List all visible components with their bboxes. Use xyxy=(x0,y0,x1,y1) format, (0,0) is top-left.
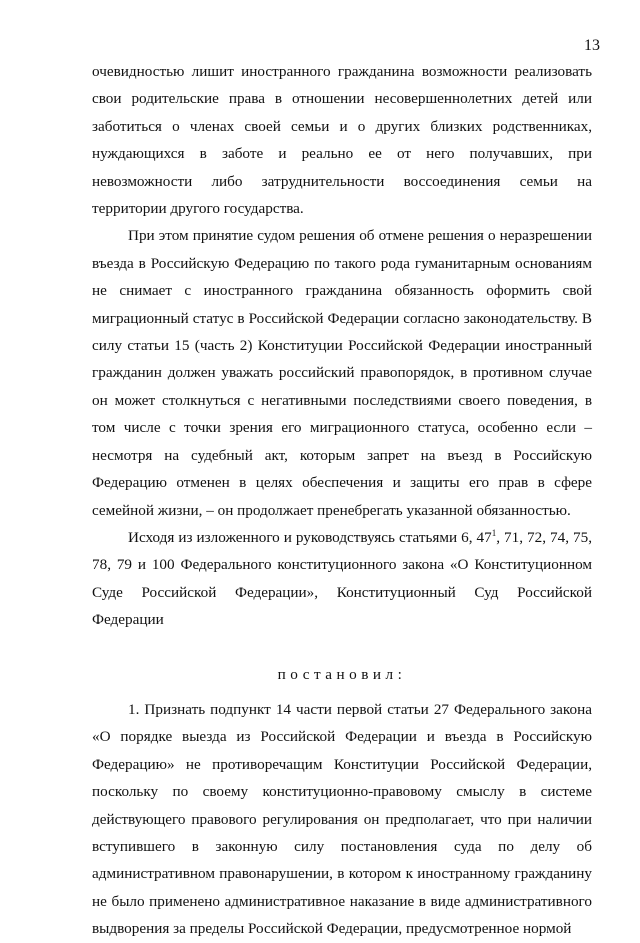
legal-basis-text-start: Исходя из изложенного и руководствуясь статьями 6, 47 xyxy=(128,528,492,546)
resolution-heading: постановил: xyxy=(277,665,407,683)
paragraph-migration-status: При этом принятие судом решения об отмене решения о неразрешении въезда в Российскую Федерацию по такого рода гуманитарным основаниям не снимает с иностранного гражданина обязанность оформить свой миграционный статус в Российской Федерации согласно законодательству. В силу статьи 15 (часть 2) Конституции Российской Федерации иностранный гражданин должен уважать российский правопорядок, в противном случае он может столкнуться с негативными последствиями своего поведения, в том числе с точки зрения его миграционного статуса, особенно если – несмотря на судебный акт, которым запрет на въезд в Российскую Федерацию отменен в целях обеспечения и защиты его прав в сфере семейной жизни, – он продолжает пренебрегать указанной обязанностью. xyxy=(92,227,592,519)
paragraph-legal-basis xyxy=(92,524,592,634)
document-body xyxy=(92,58,592,943)
legal-basis-text-end: , 71, 72, 74, 75, 78, 79 и 100 Федерального конституционного закона «О Конституционном Суде Российской Федерации», Конституционный Суд Российской Федерации xyxy=(92,528,593,629)
article-superscript: 1 xyxy=(491,527,497,538)
page-number: 13 xyxy=(584,37,600,54)
paragraph-continuation: очевидностью лишит иностранного гражданина возможности реализовать свои родительские права в отношении несовершеннолетних детей или заботиться о членах своей семьи и о других близких родственниках, нуждающихся в заботе и реально ее от него получавших, при невозможности либо затруднительности воссоединения семьи на территории другого государства. xyxy=(92,63,592,218)
paragraph-resolution-point-1: 1. Признать подпункт 14 части первой статьи 27 Федерального закона «О порядке выезда из Российской Федерации и въезда в Российскую Федерацию» не противоречащим Конституции Российской Федерации, поскольку по своему конституционно-правовому смыслу в системе действующего правового регулирования он предполагает, что при наличии вступившего в законную силу постановления суда по делу об административном правонарушении, в котором к иностранному гражданину не было применено административное наказание в виде административного выдворения за пределы Российской Федерации, предусмотренное нормой xyxy=(92,700,592,938)
